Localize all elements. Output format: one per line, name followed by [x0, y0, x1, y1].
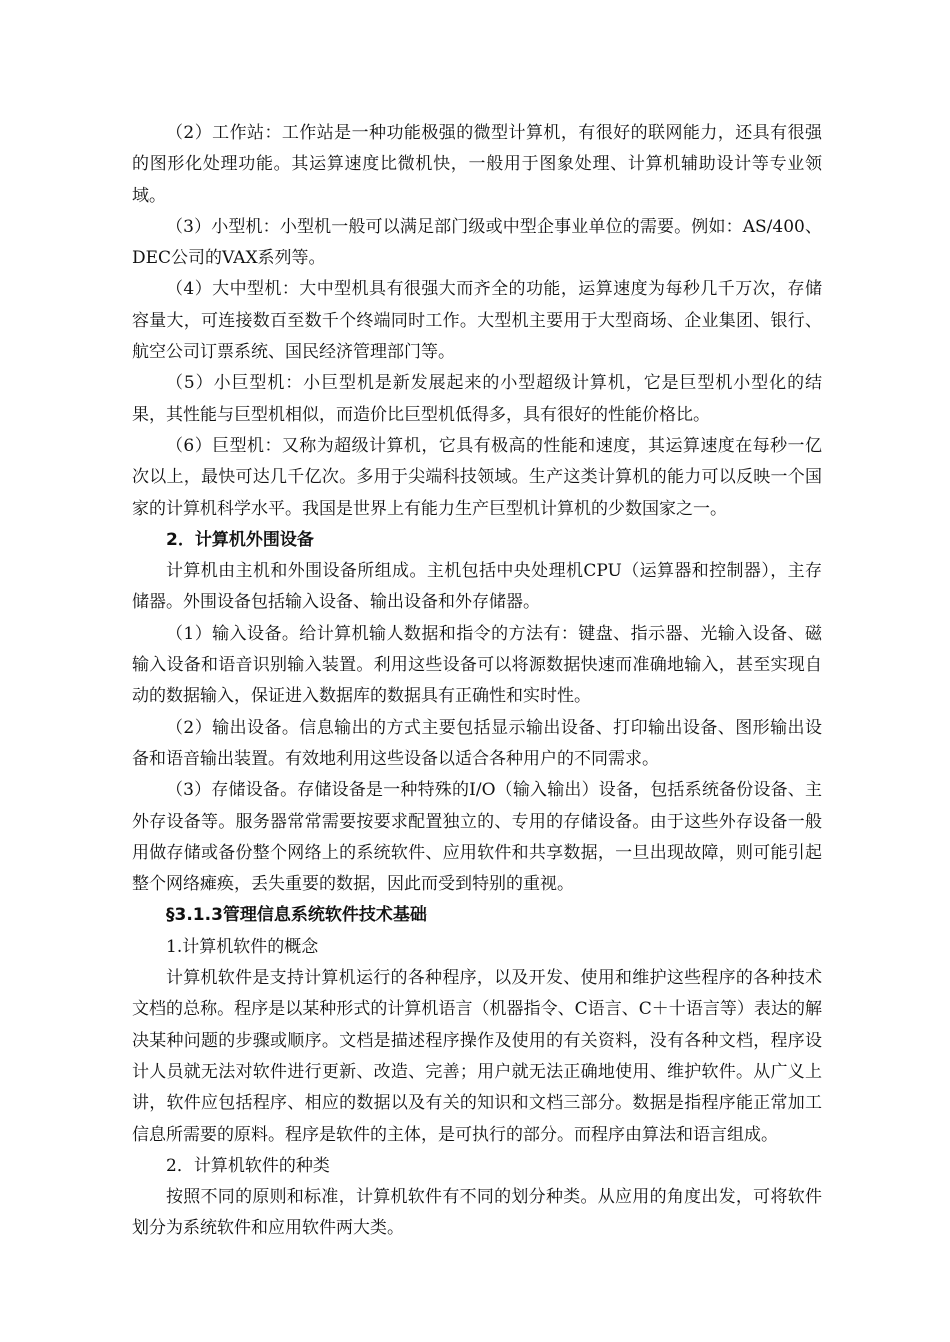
subheading-software-concept: 1.计算机软件的概念 [166, 936, 319, 957]
paragraph-mainframe: （4）大中型机：大中型机具有很强大而齐全的功能，运算速度为每秒几千万次，存储容量大，可连接数百至数千个终端同时工作。大型机主要用于大型商场、企业集团、银行、航空公司订票系统、国民经济管理部门等。 [132, 279, 822, 363]
section-heading-software-basics: §3.1.3管理信息系统软件技术基础 [166, 905, 427, 926]
paragraph-input-devices: （1）输入设备。给计算机输人数据和指令的方法有：键盘、指示器、光输入设备、磁输入设备和语音识别输入装置。利用这些设备可以将源数据快速而准确地输入，甚至实现自动的数据输入，保证进入数据库的数据具有正确性和实时性。 [132, 623, 822, 707]
paragraph-mini-supercomputer: （5）小巨型机：小巨型机是新发展起来的小型超级计算机，它是巨型机小型化的结果，其性能与巨型机相似，而造价比巨型机低得多，具有很好的性能价格比。 [132, 373, 822, 425]
paragraph-supercomputer: （6）巨型机：又称为超级计算机，它具有极高的性能和速度，其运算速度在每秒一亿次以上，最快可达几千亿次。多用于尖端科技领域。生产这类计算机的能力可以反映一个国家的计算机科学水平。我国是世界上有能力生产巨型机计算机的少数国家之一。 [132, 435, 822, 519]
paragraph-workstation: （2）工作站：工作站是一种功能极强的微型计算机，有很好的联网能力，还具有很强的图形化处理功能。其运算速度比微机快，一般用于图象处理、计算机辅助设计等专业领域。 [132, 123, 822, 206]
paragraph-software-concept: 计算机软件是支持计算机运行的各种程序，以及开发、使用和维护这些程序的各种技术文档的总称。程序是以某种形式的计算机语言（机器指令、C语言、C＋十语言等）表达的解决某种问题的步骤或顺序。文档是描述程序操作及使用的有关资料，没有各种文档，程序设计人员就无法对软件进行更新、改造、完善；用户就无法正确地使用、维护软件。从广义上讲，软件应包括程序、相应的数据以及有关的知识和文档三部分。数据是指程序能正常加工信息所需要的原料。程序是软件的主体，是可执行的部分。而程序由算法和语言组成。 [132, 968, 822, 1145]
paragraph-storage-devices: （3）存储设备。存储设备是一种特殊的I/O（输入输出）设备，包括系统备份设备、主外存设备等。服务器常常需要按要求配置独立的、专用的存储设备。由于这些外存设备一般用做存储或备份整个网络上的系统软件、应用软件和共享数据，一旦出现故障，则可能引起整个网络瘫痪，丢失重要的数据，因此而受到特别的重视。 [132, 780, 822, 895]
paragraph-software-types: 按照不同的原则和标准，计算机软件有不同的划分种类。从应用的角度出发，可将软件划分为系统软件和应用软件两大类。 [132, 1187, 822, 1239]
document-page [132, 118, 822, 1245]
paragraph-minicomputer: （3）小型机：小型机一般可以满足部门级或中型企事业单位的需要。例如：AS/400、DEC公司的VAX系列等。 [132, 216, 822, 269]
subheading-software-types: 2．计算机软件的种类 [166, 1155, 330, 1176]
paragraph-output-devices: （2）输出设备。信息输出的方式主要包括显示输出设备、打印输出设备、图形输出设备和语音输出装置。有效地利用这些设备以适合各种用户的不同需求。 [132, 717, 822, 769]
section-heading-peripherals: 2．计算机外围设备 [166, 529, 314, 550]
paragraph-host-and-peripherals: 计算机由主机和外围设备所组成。主机包括中央处理机CPU（运算器和控制器），主存储器。外围设备包括输入设备、输出设备和外存储器。 [132, 561, 822, 613]
